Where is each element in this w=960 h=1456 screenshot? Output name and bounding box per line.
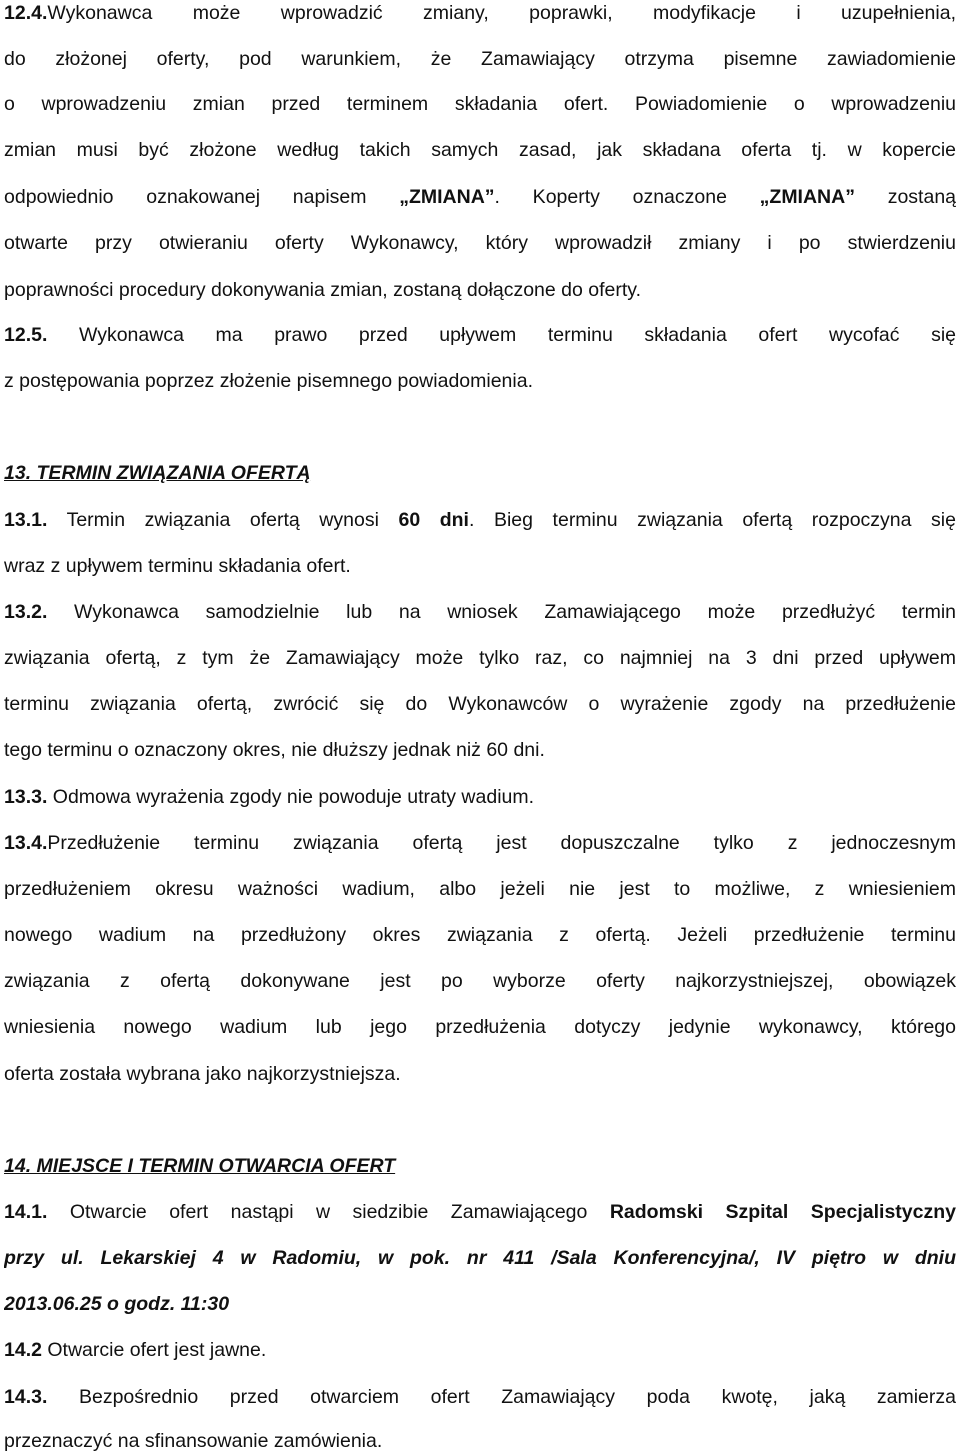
section-heading-13: 13. TERMIN ZWIĄZANIA OFERTĄ (4, 462, 311, 484)
paragraph-text: Wykonawca samodzielnie lub na wniosek Zamawiającego może przedłużyć termin (47, 601, 956, 623)
paragraph-14-2-line-1 (4, 1335, 956, 1365)
paragraph-13-2-line-1 (4, 597, 956, 627)
paragraph-13-4-line-5: wniesienia nowego wadium lub jego przedłużenia dotyczy jedynie wykonawcy, którego (4, 1016, 956, 1038)
paragraph-13-1-line-2: wraz z upływem terminu składania ofert. (4, 555, 351, 577)
paragraph-14-3-line-1 (4, 1382, 956, 1412)
paragraph-12-4-line-3: o wprowadzeniu zmian przed terminem składania ofert. Powiadomienie o wprowadzeniu (4, 93, 956, 115)
paragraph-13-3-line-1 (4, 782, 956, 812)
paragraph-13-4-line-2: przedłużeniem okresu ważności wadium, albo jeżeli nie jest to możliwe, z wniesieniem (4, 878, 956, 900)
paragraph-14-1-line-2: przy ul. Lekarskiej 4 w Radomiu, w pok. nr 411 /Sala Konferencyjna/, IV piętro w dniu (4, 1247, 956, 1269)
paragraph-12-4-line-6: otwarte przy otwieraniu oferty Wykonawcy, który wprowadził zmiany i po stwierdzeniu (4, 232, 956, 254)
section-number: 12.4. (4, 2, 48, 24)
paragraph-13-4-line-4: związania z ofertą dokonywane jest po wyborze oferty najkorzystniejszej, obowiązek (4, 970, 956, 992)
paragraph-text: Termin związania ofertą wynosi (47, 509, 399, 531)
bold-term: 60 dni (398, 509, 469, 531)
section-heading-14: 14. MIEJSCE I TERMIN OTWARCIA OFERT (4, 1155, 396, 1177)
paragraph-text: Wykonawca ma prawo przed upływem terminu składania ofert wycofać się (47, 324, 956, 346)
paragraph-12-5-line-1 (4, 320, 956, 350)
paragraph-12-4-line-7: poprawności procedury dokonywania zmian, zostaną dołączone do oferty. (4, 279, 642, 301)
paragraph-12-4-line-1 (4, 0, 956, 28)
paragraph-13-4-line-1 (4, 828, 956, 858)
paragraph-12-4-line-2: do złożonej oferty, pod warunkiem, że Zamawiający otrzyma pisemne zawiadomienie (4, 48, 956, 70)
section-number: 13.4. (4, 832, 48, 854)
paragraph-text: . Bieg terminu związania ofertą rozpoczyna się (468, 509, 956, 531)
paragraph-13-2-line-2: związania ofertą, z tym że Zamawiający może tylko raz, co najmniej na 3 dni przed upływem (4, 647, 956, 669)
paragraph-14-1-line-3: 2013.06.25 o godz. 11:30 (4, 1293, 230, 1315)
paragraph-text: Otwarcie ofert jest jawne. (41, 1339, 267, 1361)
section-number: 14.3. (4, 1386, 48, 1408)
keyword-zmiana: „ZMIANA” (399, 186, 495, 208)
paragraph-13-2-line-3: terminu związania ofertą, zwrócić się do Wykonawców o wyrażenie zgody na przedłużenie (4, 693, 956, 715)
section-number: 13.3. (4, 786, 48, 808)
paragraph-text: Odmowa wyrażenia zgody nie powoduje utraty wadium. (47, 786, 535, 808)
paragraph-text: Otwarcie ofert nastąpi w siedzibie Zamawiającego (47, 1201, 610, 1223)
paragraph-text: . Koperty oznaczone (494, 186, 760, 208)
section-number: 13.2. (4, 601, 48, 623)
paragraph-text: Bezpośrednio przed otwarciem ofert Zamawiający poda kwotę, jaką zamierza (47, 1386, 956, 1408)
hospital-name: Radomski Szpital Specjalistyczny (609, 1201, 956, 1223)
paragraph-text: odpowiednio oznakowanej napisem (4, 186, 400, 208)
paragraph-13-4-line-6: oferta została wybrana jako najkorzystniejsza. (4, 1063, 401, 1085)
section-number: 12.5. (4, 324, 48, 346)
paragraph-13-2-line-4: tego terminu o oznaczony okres, nie dłuższy jednak niż 60 dni. (4, 739, 545, 761)
keyword-zmiana: „ZMIANA” (759, 186, 855, 208)
paragraph-text: Przedłużenie terminu związania ofertą jest dopuszczalne tylko z jednoczesnym (47, 832, 956, 854)
paragraph-14-1-line-1 (4, 1197, 956, 1227)
paragraph-13-4-line-3: nowego wadium na przedłużony okres związania z ofertą. Jeżeli przedłużenie terminu (4, 924, 956, 946)
paragraph-12-5-line-2: z postępowania poprzez złożenie pisemnego powiadomienia. (4, 370, 533, 392)
section-number: 13.1. (4, 509, 48, 531)
section-number: 14.1. (4, 1201, 48, 1223)
paragraph-14-3-line-2: przeznaczyć na sfinansowanie zamówienia. (4, 1430, 383, 1452)
paragraph-text: Wykonawca może wprowadzić zmiany, poprawki, modyfikacje i uzupełnienia, (47, 2, 956, 24)
paragraph-13-1-line-1 (4, 505, 956, 535)
paragraph-text: zostaną (854, 186, 956, 208)
paragraph-12-4-line-5 (4, 182, 956, 212)
paragraph-12-4-line-4: zmian musi być złożone według takich samych zasad, jak składana oferta tj. w kopercie (4, 139, 956, 161)
section-number: 14.2 (4, 1339, 42, 1361)
